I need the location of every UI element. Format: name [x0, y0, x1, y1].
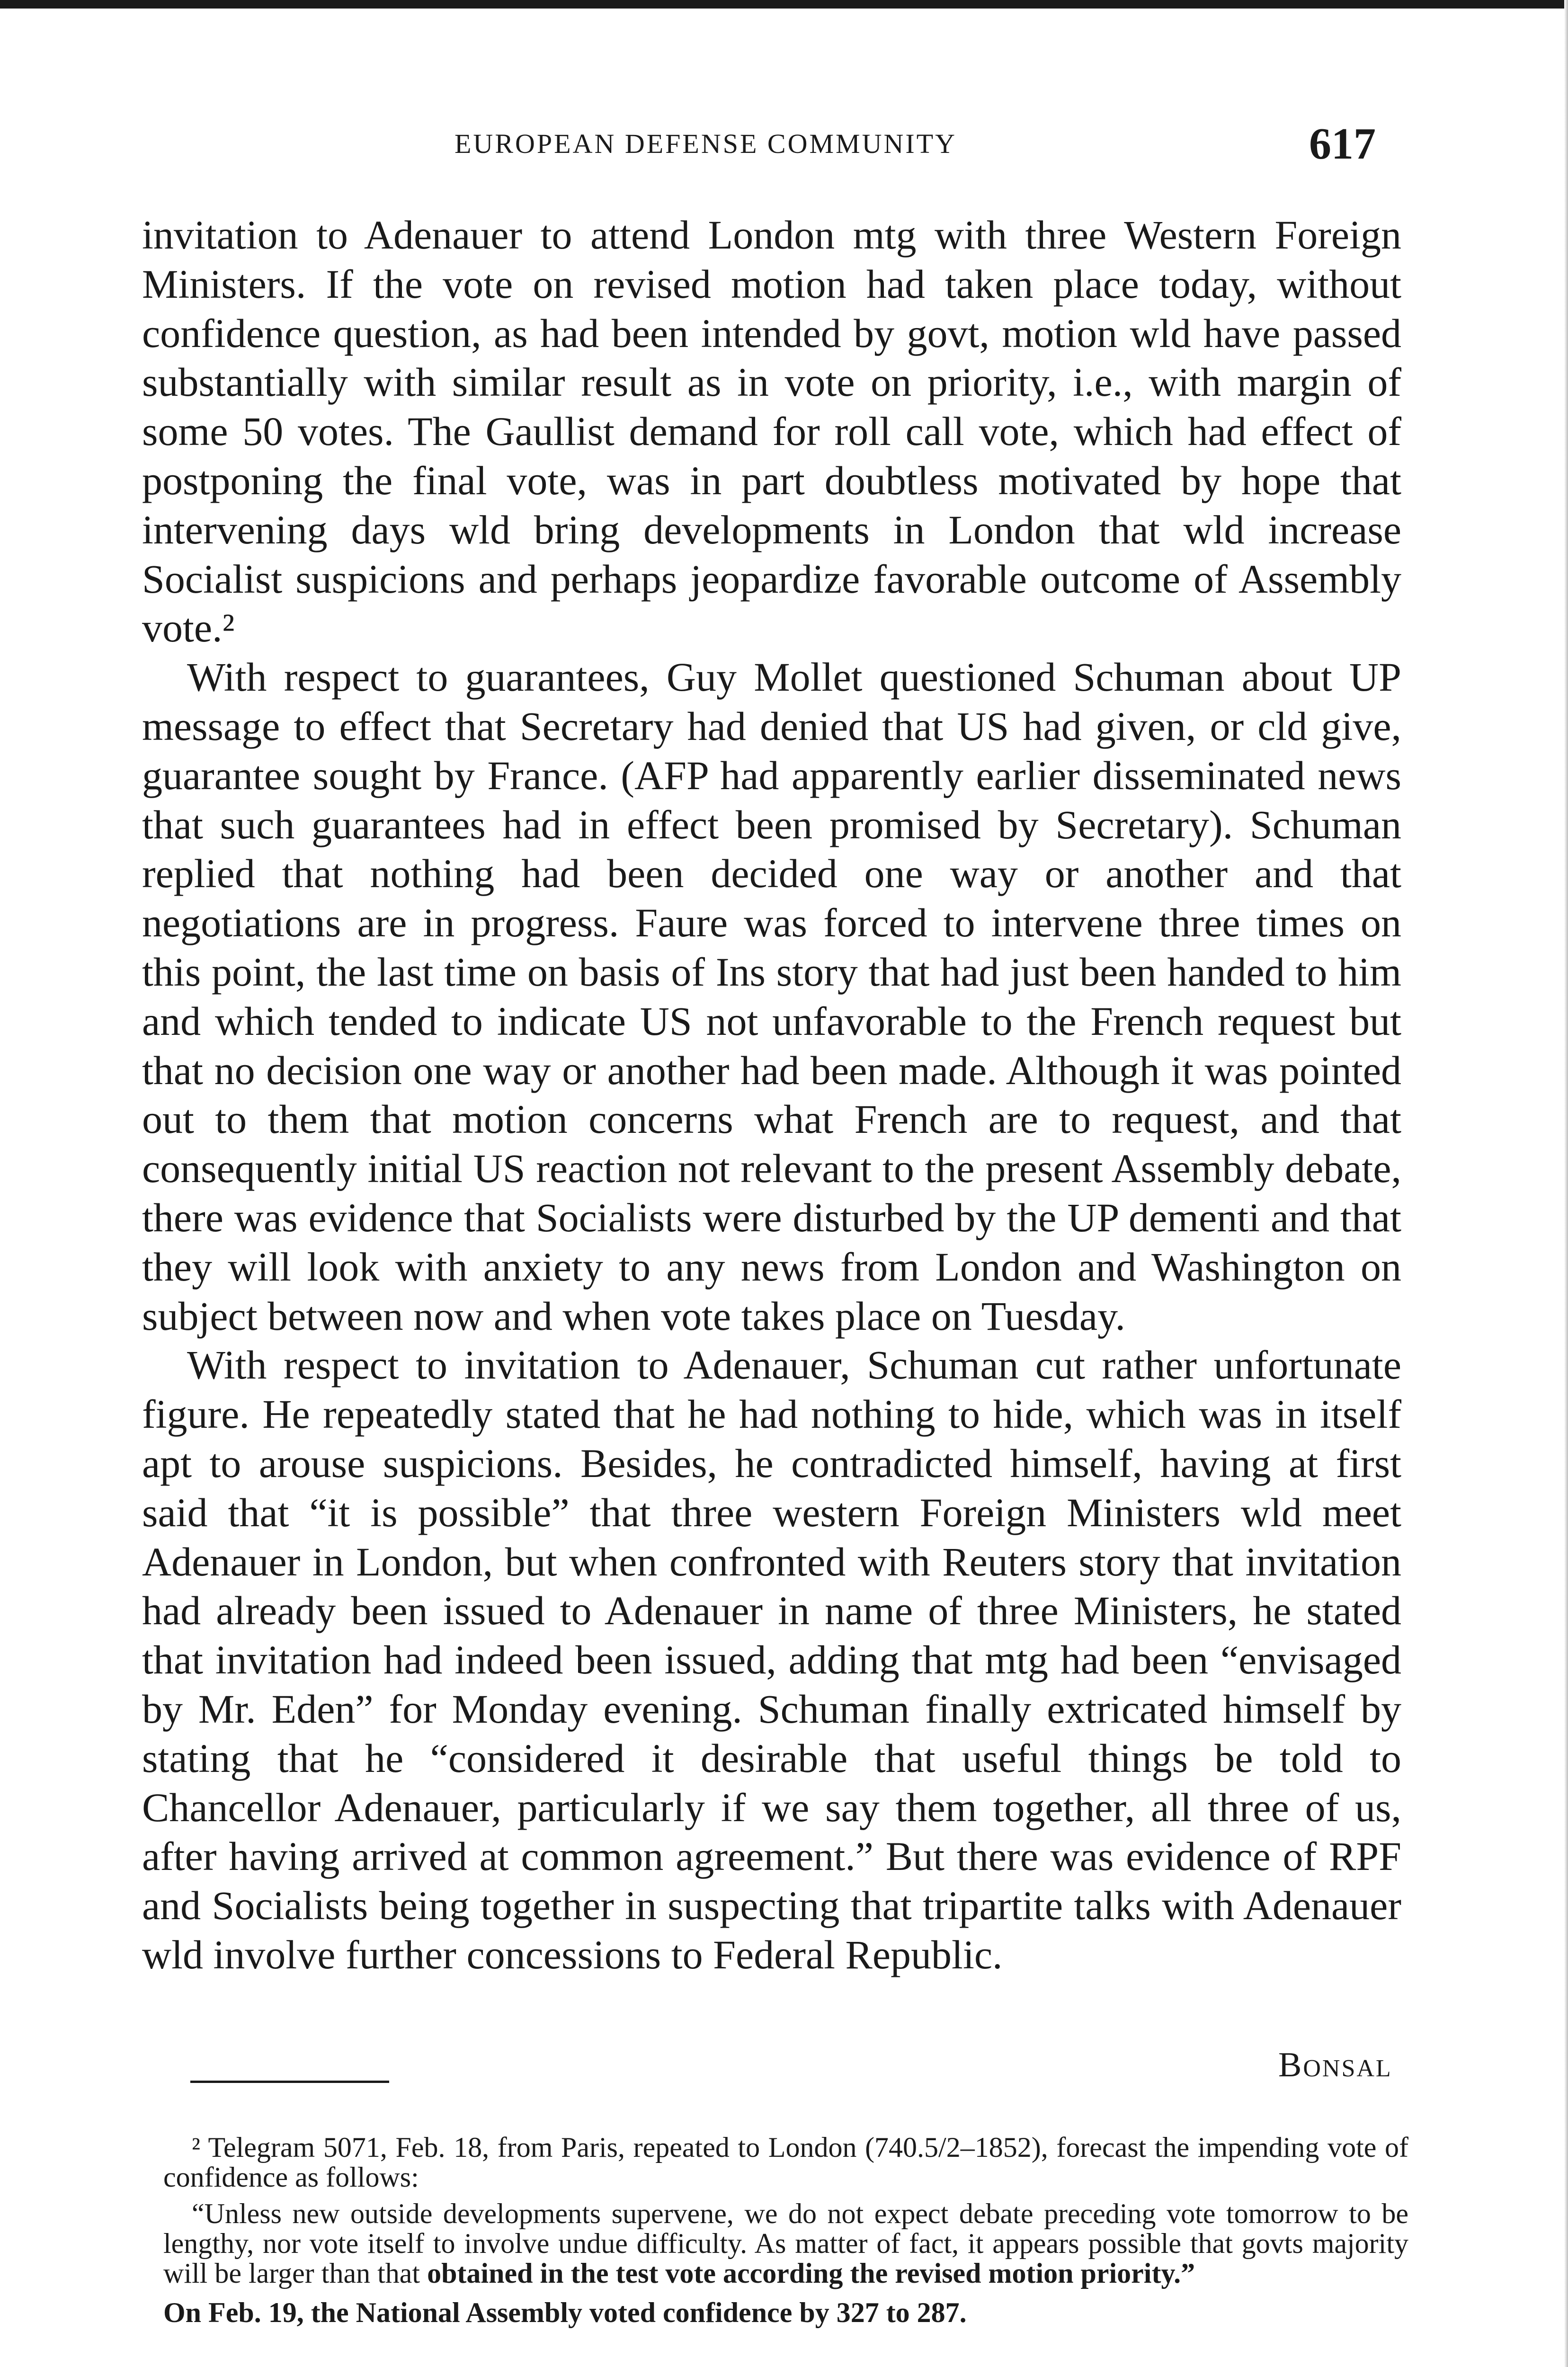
main-text	[142, 211, 1401, 1980]
paragraph-2: With respect to guarantees, Guy Mollet questioned Schuman about UP message to effect that Secretary had denied that US had given, or cld give, guarantee sought by France. (AFP had apparently earlier disseminated news that such guarantees had in effect been promised by Secretary). Schuman replied that nothing had been decided one way or another and that negotiations are in progress. Faure was forced to intervene three times on this point, the last time on basis of Ins story that had just been handed to him and which tended to indicate US not unfavorable to the French request but that no decision one way or another had been made. Although it was pointed out to them that motion concerns what French are to request, and that consequently initial US reaction not relevant to the present Assembly debate, there was evidence that Socialists were disturbed by the UP dementi and that they will look with anxiety to any news from London and Washington on subject between now and when vote takes place on Tuesday.	[142, 654, 1401, 1339]
footnote-closing: On Feb. 19, the National Assembly voted confidence by 327 to 287.	[163, 2297, 967, 2328]
footnote-quote-text: “Unless new outside developments supervene, we do not expect debate preceding vote tomorrow to be lengthy, nor vote itself to involve undue difficulty. As matter of fact, it appears possible that govts majority will be larger than that	[163, 2198, 1408, 2289]
running-head: EUROPEAN DEFENSE COMMUNITY	[454, 128, 957, 159]
page-header	[0, 118, 1568, 175]
footnote-divider	[190, 2081, 389, 2083]
footnotes	[163, 2133, 1408, 2328]
footnote-2: ² Telegram 5071, Feb. 18, from Paris, repeated to London (740.5/2–1852), forecast the impending vote of confidence as follows:	[163, 2132, 1408, 2193]
top-border-rule	[0, 0, 1568, 9]
paragraph-1: invitation to Adenauer to attend London mtg with three Western Foreign Ministers. If the vote on revised motion had taken place today, without confidence question, as had been intended by govt, motion wld have passed substantially with similar result as in vote on priority, i.e., with margin of some 50 votes. The Gaullist demand for roll call vote, which had effect of postponing the final vote, was in part doubtless motivated by hope that intervening days wld bring developments in London that wld increase Socialist suspicions and perhaps jeopardize favorable outcome of Assembly vote.²	[142, 212, 1401, 651]
paragraph-3: With respect to invitation to Adenauer, Schuman cut rather unfortunate figure. He repeatedly stated that he had nothing to hide, which was in itself apt to arouse suspicions. Besides, he contradicted himself, having at first said that “it is possible” that three western Foreign Ministers wld meet Adenauer in London, but when confronted with Reuters story that invitation had already been issued to Adenauer in name of three Ministers, he stated that invitation had indeed been issued, adding that mtg had been “envisaged by Mr. Eden” for Monday evening. Schuman finally extricated himself by stating that he “considered it desirable that useful things be told to Chancellor Adenauer, particularly if we say them together, all three of us, after having arrived at common agreement.” But there was evidence of RPF and Socialists being together in suspecting that tripartite talks with Adenauer wld involve further concessions to Federal Republic.	[142, 1342, 1401, 1977]
footnote-quote-bold-text: obtained in the test vote according the revised motion priority.”	[427, 2258, 1195, 2289]
page-number: 617	[1309, 119, 1376, 169]
signature: Bonsal	[1278, 2046, 1392, 2084]
footnote-quote	[163, 2199, 1408, 2288]
page-edge-shadow	[1564, 0, 1568, 2367]
